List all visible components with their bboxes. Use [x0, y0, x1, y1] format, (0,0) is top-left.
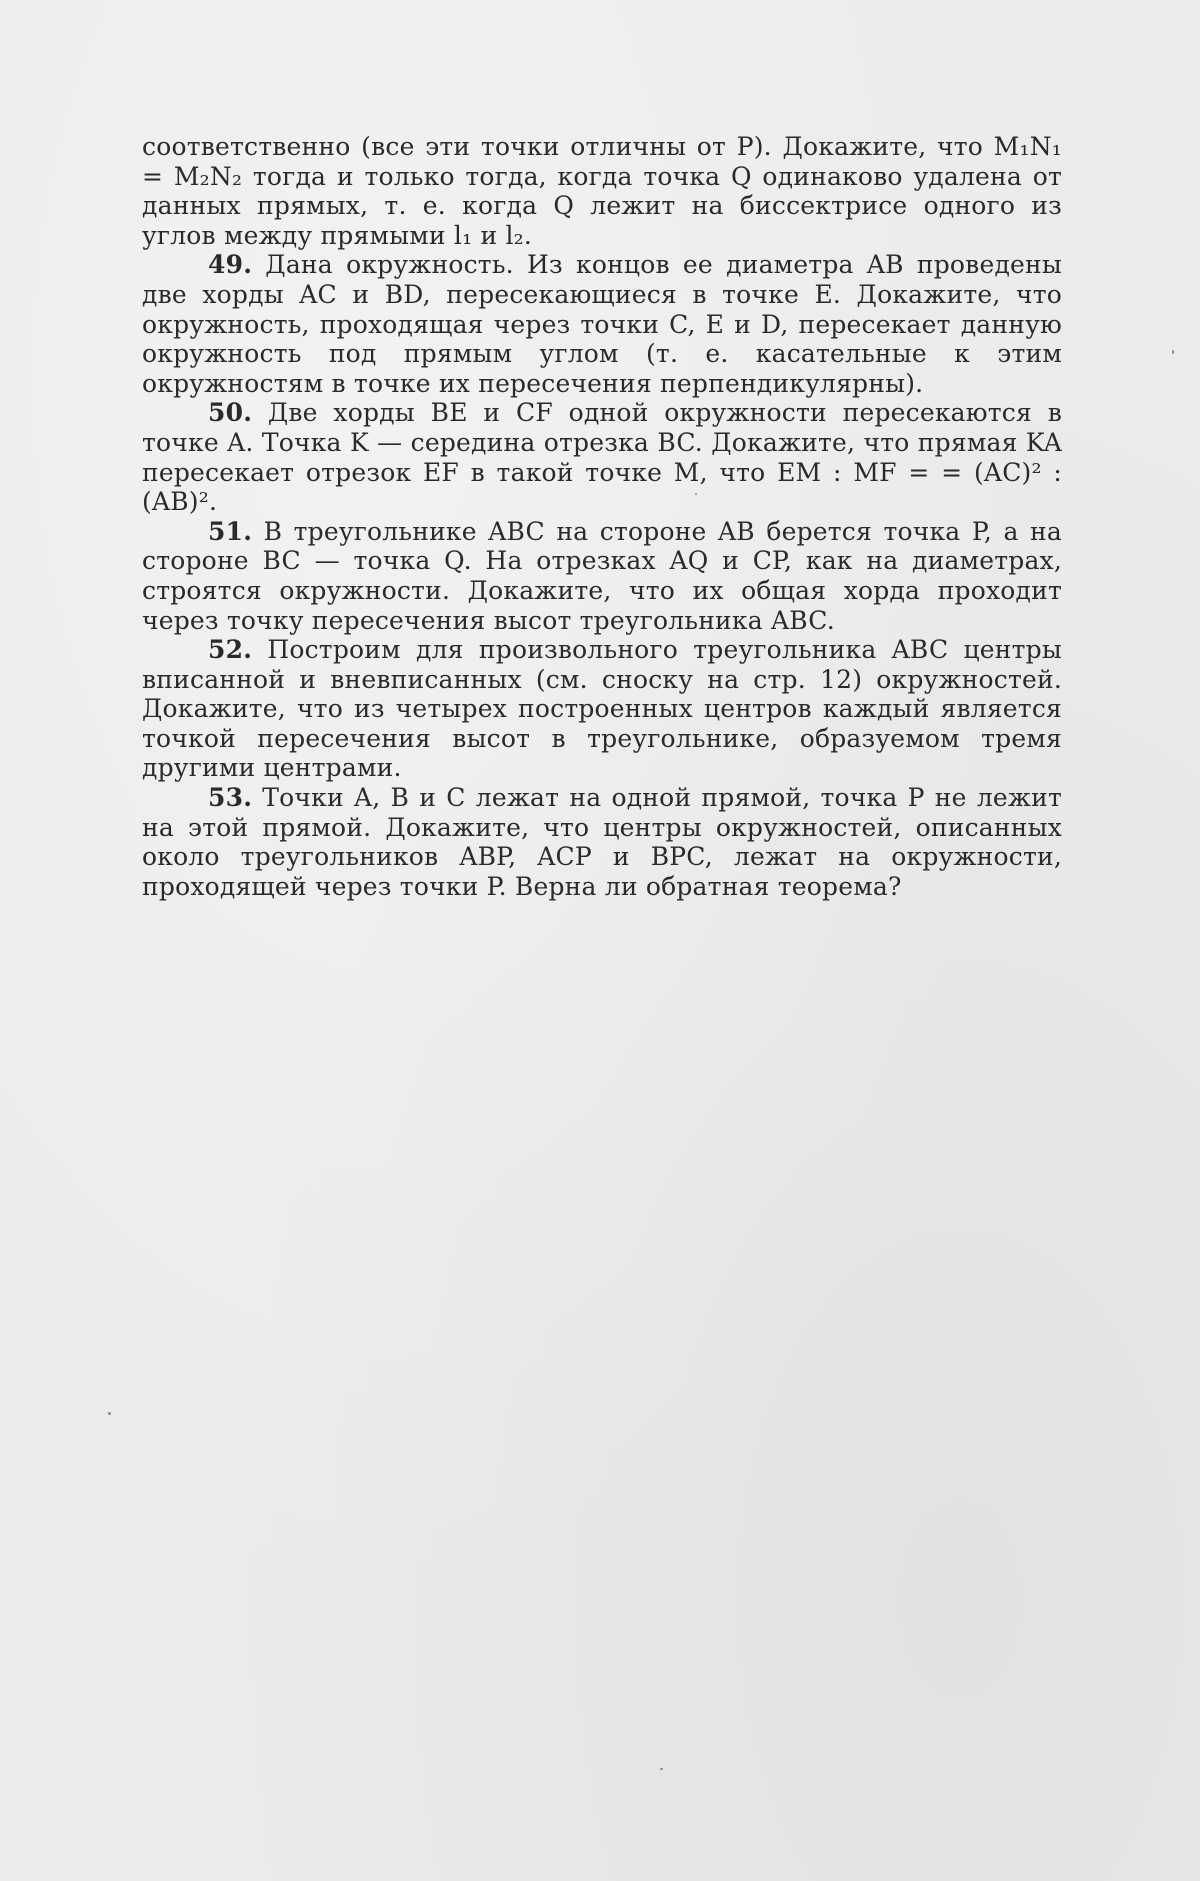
problem-number: 49.: [208, 250, 253, 280]
problem-text: Точки A, B и C лежат на одной прямой, точка P не лежит на этой прямой. Докажите, что центры окружностей, описанных около треугольников ABP, ACP и BPC, лежат на окружности, проходящей через точки P. Верна ли обратная теорема?: [142, 783, 1062, 901]
problem-53: [142, 783, 1062, 901]
problem-52: [142, 635, 1062, 783]
paper-speck: [695, 493, 697, 495]
problem-text: Дана окружность. Из концов ее диаметра AB проведены две хорды AC и BD, пересекающиеся в точке E. Докажите, что окружность, проходящая через точки C, E и D, пересекает данную окружность под прямым углом (т. е. касательные к этим окружностям в точке их пересечения перпендикулярны).: [142, 250, 1062, 398]
problem-number: 53.: [208, 783, 253, 813]
paper-speck: [108, 1412, 111, 1415]
problem-number: 50.: [208, 398, 253, 428]
problem-51: [142, 517, 1062, 635]
problem-number: 52.: [208, 635, 253, 665]
paper-speck: [1172, 350, 1174, 354]
paper-speck: [660, 1768, 663, 1770]
problem-text: В треугольнике ABC на стороне AB берется точка P, а на стороне BC — точка Q. На отрезках AQ и CP, как на диаметрах, строятся окружности. Докажите, что их общая хорда проходит через точку пересечения высот треугольника ABC.: [142, 516, 1062, 635]
problem-text: Две хорды BE и CF одной окружности пересекаются в точке A. Точка K — середина отрезка BC. Докажите, что прямая KA пересекает отрезок EF в такой точке M, что EM : MF = = (AC)² : (AB)².: [142, 398, 1062, 517]
paragraph-text: соответственно (все эти точки отличны от P). Докажите, что M₁N₁ = M₂N₂ тогда и только тогда, когда точка Q одинаково удалена от данных прямых, т. е. когда Q лежит на биссектрисе одного из углов между прямыми l₁ и l₂.: [142, 132, 1062, 250]
paragraph-continuation: [142, 132, 1062, 250]
problem-number: 51.: [208, 516, 253, 546]
problem-49: [142, 250, 1062, 398]
problem-text: Построим для произвольного треугольника ABC центры вписанной и вневписанных (см. сноску на стр. 12) окружностей. Докажите, что из четырех построенных центров каждый является точкой пересечения высот в треугольнике, образуемом тремя другими центрами.: [142, 635, 1062, 783]
page-text: [142, 132, 1062, 901]
problem-50: [142, 398, 1062, 516]
